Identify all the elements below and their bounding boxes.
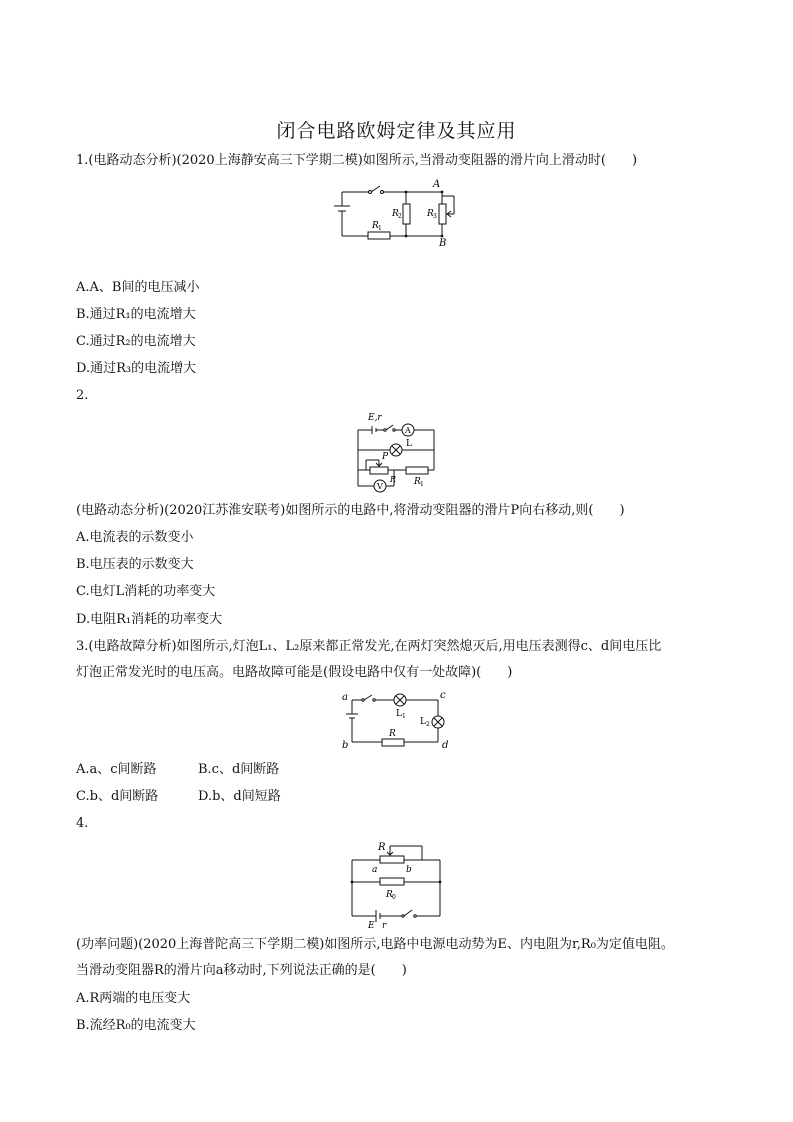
lamp-l1-label: L: [396, 709, 402, 719]
node-d-label: d: [442, 740, 449, 751]
node-b-label: B: [439, 238, 447, 246]
lamp-l-label: L: [406, 439, 412, 449]
page-title: 闭合电路欧姆定律及其应用: [276, 120, 517, 142]
r0-label-sub: 0: [392, 894, 396, 901]
r3-label-sub: 3: [433, 213, 437, 220]
r3-label: R: [427, 209, 434, 219]
r1-label-sub: 1: [378, 225, 382, 232]
voltmeter-label: V: [377, 482, 383, 491]
r2-label: R: [392, 209, 399, 219]
slider-p-label: P: [382, 452, 389, 462]
q2-option-c: C.电灯L消耗的功率变大: [76, 584, 216, 599]
ammeter-label: A: [405, 426, 411, 435]
lamp-l1-label-sub: 1: [402, 713, 406, 720]
q3-option-b: B.c、d间断路: [198, 762, 280, 777]
question-4-circuit-figure: [340, 836, 450, 930]
question-2-number: 2.: [76, 388, 89, 403]
source-er-label: E,r: [368, 413, 382, 423]
node-c-label: c: [440, 690, 446, 701]
node-a-label: a: [342, 692, 348, 703]
r1-label: R: [372, 221, 379, 231]
q3-option-a: A.a、c间断路: [76, 762, 157, 777]
emf-e-label: E: [368, 921, 375, 930]
lamp-l2-label-sub: 2: [426, 721, 430, 728]
question-1-circuit-figure: [330, 176, 470, 246]
q3-option-d: D.b、d间短路: [198, 789, 281, 804]
resistor-r-label: R: [389, 729, 396, 739]
question-4-number: 4.: [76, 816, 89, 831]
node-a-label: A: [433, 179, 441, 190]
internal-r-label: r: [382, 921, 387, 930]
end-b-label: b: [406, 865, 412, 875]
question-1-stem: 1.(电路动态分析)(2020上海静安高三下学期二模)如图所示,当滑动变阻器的滑片向上滑动时( ): [76, 153, 638, 168]
rheostat-r-label: R: [390, 475, 397, 484]
node-b-label: b: [342, 740, 349, 751]
q3-option-c: C.b、d间断路: [76, 789, 159, 804]
q1-option-c: C.通过R₂的电流增大: [76, 334, 196, 349]
q2-option-b: B.电压表的示数变大: [76, 557, 194, 572]
question-4-stem-line-1: (功率问题)(2020上海普陀高三下学期二模)如图所示,电路中电源电动势为E、内电阻为r,R₀为定值电阻。: [76, 937, 674, 952]
r0-label: R: [386, 890, 393, 900]
r2-label-sub: 2: [398, 213, 402, 220]
question-3-stem-line-2: 灯泡正常发光时的电压高。电路故障可能是(假设电路中仅有一处故障)( ): [76, 665, 513, 680]
q1-option-d: D.通过R₃的电流增大: [76, 361, 197, 376]
question-3-stem-line-1: 3.(电路故障分析)如图所示,灯泡L₁、L₂原来都正常发光,在两灯突然熄灭后,用电压表测得c、d间电压比: [76, 639, 662, 654]
question-3-circuit-figure: [340, 686, 456, 752]
lamp-l2-label: L: [420, 717, 426, 727]
end-a-label: a: [372, 865, 378, 875]
r1-label-sub: 1: [420, 481, 424, 488]
q4-option-b: B.流经R₀的电流变大: [76, 1018, 196, 1033]
q2-option-d: D.电阻R₁消耗的功率变大: [76, 612, 223, 627]
q4-option-a: A.R两端的电压变大: [76, 991, 191, 1006]
r1-label: R: [414, 477, 421, 487]
question-4-stem-line-2: 当滑动变阻器R的滑片向a移动时,下列说法正确的是( ): [76, 963, 407, 978]
q2-option-a: A.电流表的示数变小: [76, 530, 194, 545]
rheostat-r-label: R: [378, 842, 386, 853]
question-2-circuit-figure: [348, 408, 448, 494]
question-2-stem: (电路动态分析)(2020江苏淮安联考)如图所示的电路中,将滑动变阻器的滑片P向右移动,则( ): [76, 503, 625, 518]
q1-option-a: A.A、B间的电压减小: [76, 280, 200, 295]
q1-option-b: B.通过R₁的电流增大: [76, 307, 196, 322]
